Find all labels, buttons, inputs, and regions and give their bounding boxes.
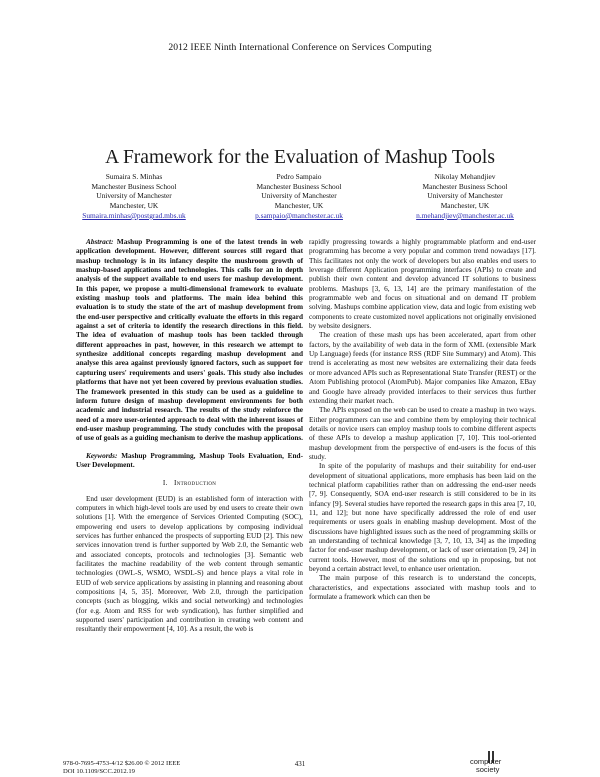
section-heading: I. Introduction [162, 479, 217, 488]
paper-title: A Framework for the Evaluation of Mashup Tools [105, 147, 495, 168]
author-email-link[interactable]: p.sampaio@manchester.ac.uk [255, 210, 343, 220]
keywords-text: Mashup Programming, Mashup Tools Evaluation, End-User Development. [76, 451, 304, 469]
author-univ: University of Manchester [261, 191, 337, 201]
author-org: Manchester Business School [256, 181, 342, 191]
author-city: Manchester, UK [109, 201, 159, 211]
author-email-link[interactable]: n.mehandjiev@manchester.ac.uk [416, 210, 514, 220]
author-email-link[interactable]: Sumaira.minhas@postgrad.mbs.uk [82, 210, 186, 220]
author-univ: University of Manchester [96, 191, 172, 201]
paragraph: The APIs exposed on the web can be used to create a mashup in two ways. Either programmers can use and combine them by employing their technical details or novice users can employ mashup tools to combine different aspects of these APIs to develop a mashup application [7, 10]. This tool-oriented mashup development from the perspective of end-users is the focus of this study. [309, 406, 536, 461]
right-column [309, 238, 536, 602]
author-city: Manchester, UK [274, 201, 324, 211]
logo-line1: computer [470, 757, 502, 766]
author-univ: University of Manchester [427, 191, 503, 201]
author-name: Sumaira S. Minhas [105, 172, 163, 181]
abstract-label: Abstract: [86, 238, 114, 246]
author-org: Manchester Business School [422, 181, 508, 191]
computer-society-logo [464, 751, 538, 775]
abstract-text: Mashup Programming is one of the latest trends in web application development. However, different sources still regard that mashup technology is in its infancy despite the mushroom growth of mashup-based applications and technologies. This calls for an in depth analysis of the support available to end users for mashup development. In this paper, we propose a multi-dimensional framework to evaluate existing mashup tools and platforms. The main idea behind this evaluation is to study the state of the art of mashup development from the end-user perspective and critically evaluate the efforts in this regard against a set of criteria to identify the research directions in this field. The idea of evaluation of mashup tools has been tackled through different approaches in past, however, in this research we attempt to synthesize additional concepts regarding mashup development and analyse this area against previously ignored factors, such as support for capturing users' requirements and users' goals. This study also includes platforms that have not yet been covered by previous evaluation studies. The framework presented in this study can be used as a guideline to inform future design of mashup development environments for both academic and industrial research. The results of the study reinforce the need of a more user-oriented approach to deal with the inherent issues of end-user mashup programming. The study concludes with the proposal of use of goals as a guiding mechanism to derive the mashup applications. [76, 238, 303, 443]
conference-header: 2012 IEEE Ninth International Conference on Services Computing [168, 42, 432, 53]
keywords-label: Keywords: [86, 451, 118, 460]
logo-line2: society [476, 764, 500, 774]
footer-isbn: 978-0-7695-4753-4/12 $26.00 © 2012 IEEE [63, 760, 181, 767]
left-column [76, 238, 303, 635]
paragraph: In spite of the popularity of mashups and their suitability for end-user development of situational applications, more emphasis has been laid on the technical platform capabilities rather than on addressing the end-user needs [7, 9]. Consequently, SOA end-user research is still considered to be in its infancy [9]. Several studies have reported the research gaps in this area [7, 10, 11, and 12]; but none have specifically addressed the role of end user requirements or users goals in enabling mashup development. Most of the discussions have highlighted issues such as the need of programming skills or an understanding of technical knowledge [3, 7, 10, 13, 34] as the impeding factor for end-user mashup development, or lack of user orientation [9, 24] in current tools. However, most of the solutions end up in proposing, but not beyond a certain abstract level, to enhance user orientation. [309, 462, 536, 574]
author-block-3 [380, 172, 550, 221]
paragraph: The main purpose of this research is to understand the concepts, characteristics, and expectations associated with mashup tools and to formulate a framework which can then be [309, 574, 536, 602]
abstract [76, 238, 303, 444]
author-city: Manchester, UK [440, 201, 490, 211]
paragraph: rapidly progressing towards a highly programmable platform and end-user programming has become a very popular and common trend nowadays [17]. This facilitates not only the work of developers but also enables end users to leverage different Application programming interfaces (APIs) to create and publish their own content and develop advanced IT solutions to business problems. Mashups [3, 6, 13, 14] are the primary manifestation of the programmable web and focus on situational and on demand IT problem solving. Mashups combine application view, data and logic from existing web components to create customized novel applications not originally envisioned by website designers. [309, 238, 536, 331]
author-name: Pedro Sampaio [276, 172, 322, 181]
keywords [76, 452, 303, 471]
footer-doi: DOI 10.1109/SCC.2012.19 [63, 768, 135, 776]
page-number: 431 [294, 760, 306, 768]
author-name: Nikolay Mehandjiev [434, 172, 496, 181]
author-block-2 [214, 172, 384, 221]
paragraph: End user development (EUD) is an established form of interaction with computers in which high-level tools are used by end users to create their own solutions [1]. With the emergence of Services Oriented Computing (SOC), empowering end users to develop applications by composing individual services has further enhanced the prospects of supporting EUD [2]. This new services innovation trend is further supported by Web 2.0, the Semantic web and associated concepts, protocols and technologies [3]. Semantic web facilitates the machine readability of the web content through semantic technologies (OWL-S, WSMO, WSDL-S) and hence plays a vital role in EUD of web service applications by assisting in planning and reasoning about compositions [4, 5, 35]. Moreover, Web 2.0, through the participation concepts (such as blogging, wikis and social networking) and technologies (for e.g. Atom and RSS for web syndication), has further simplified and supported users' participation and contribution in creating web content and resultantly their empowerment [4, 10]. As a result, the web is [76, 494, 303, 634]
paragraph: The creation of these mash ups has been accelerated, apart from other factors, by the availability of web data in the form of XML (extensible Mark Up Language) feeds (for instance RSS (RDF Site Summary) and Atom). This trend is accelerating as most new websites are externalizing their data feeds or more advanced APIs such as Representational State Transfer (REST) or the Atom Publishing protocol (AtomPub). Major companies like Amazon, EBay and Google have already provided interfaces to their services thus further extending their market reach. [309, 331, 536, 405]
author-block-1 [49, 172, 219, 221]
author-org: Manchester Business School [91, 181, 177, 191]
